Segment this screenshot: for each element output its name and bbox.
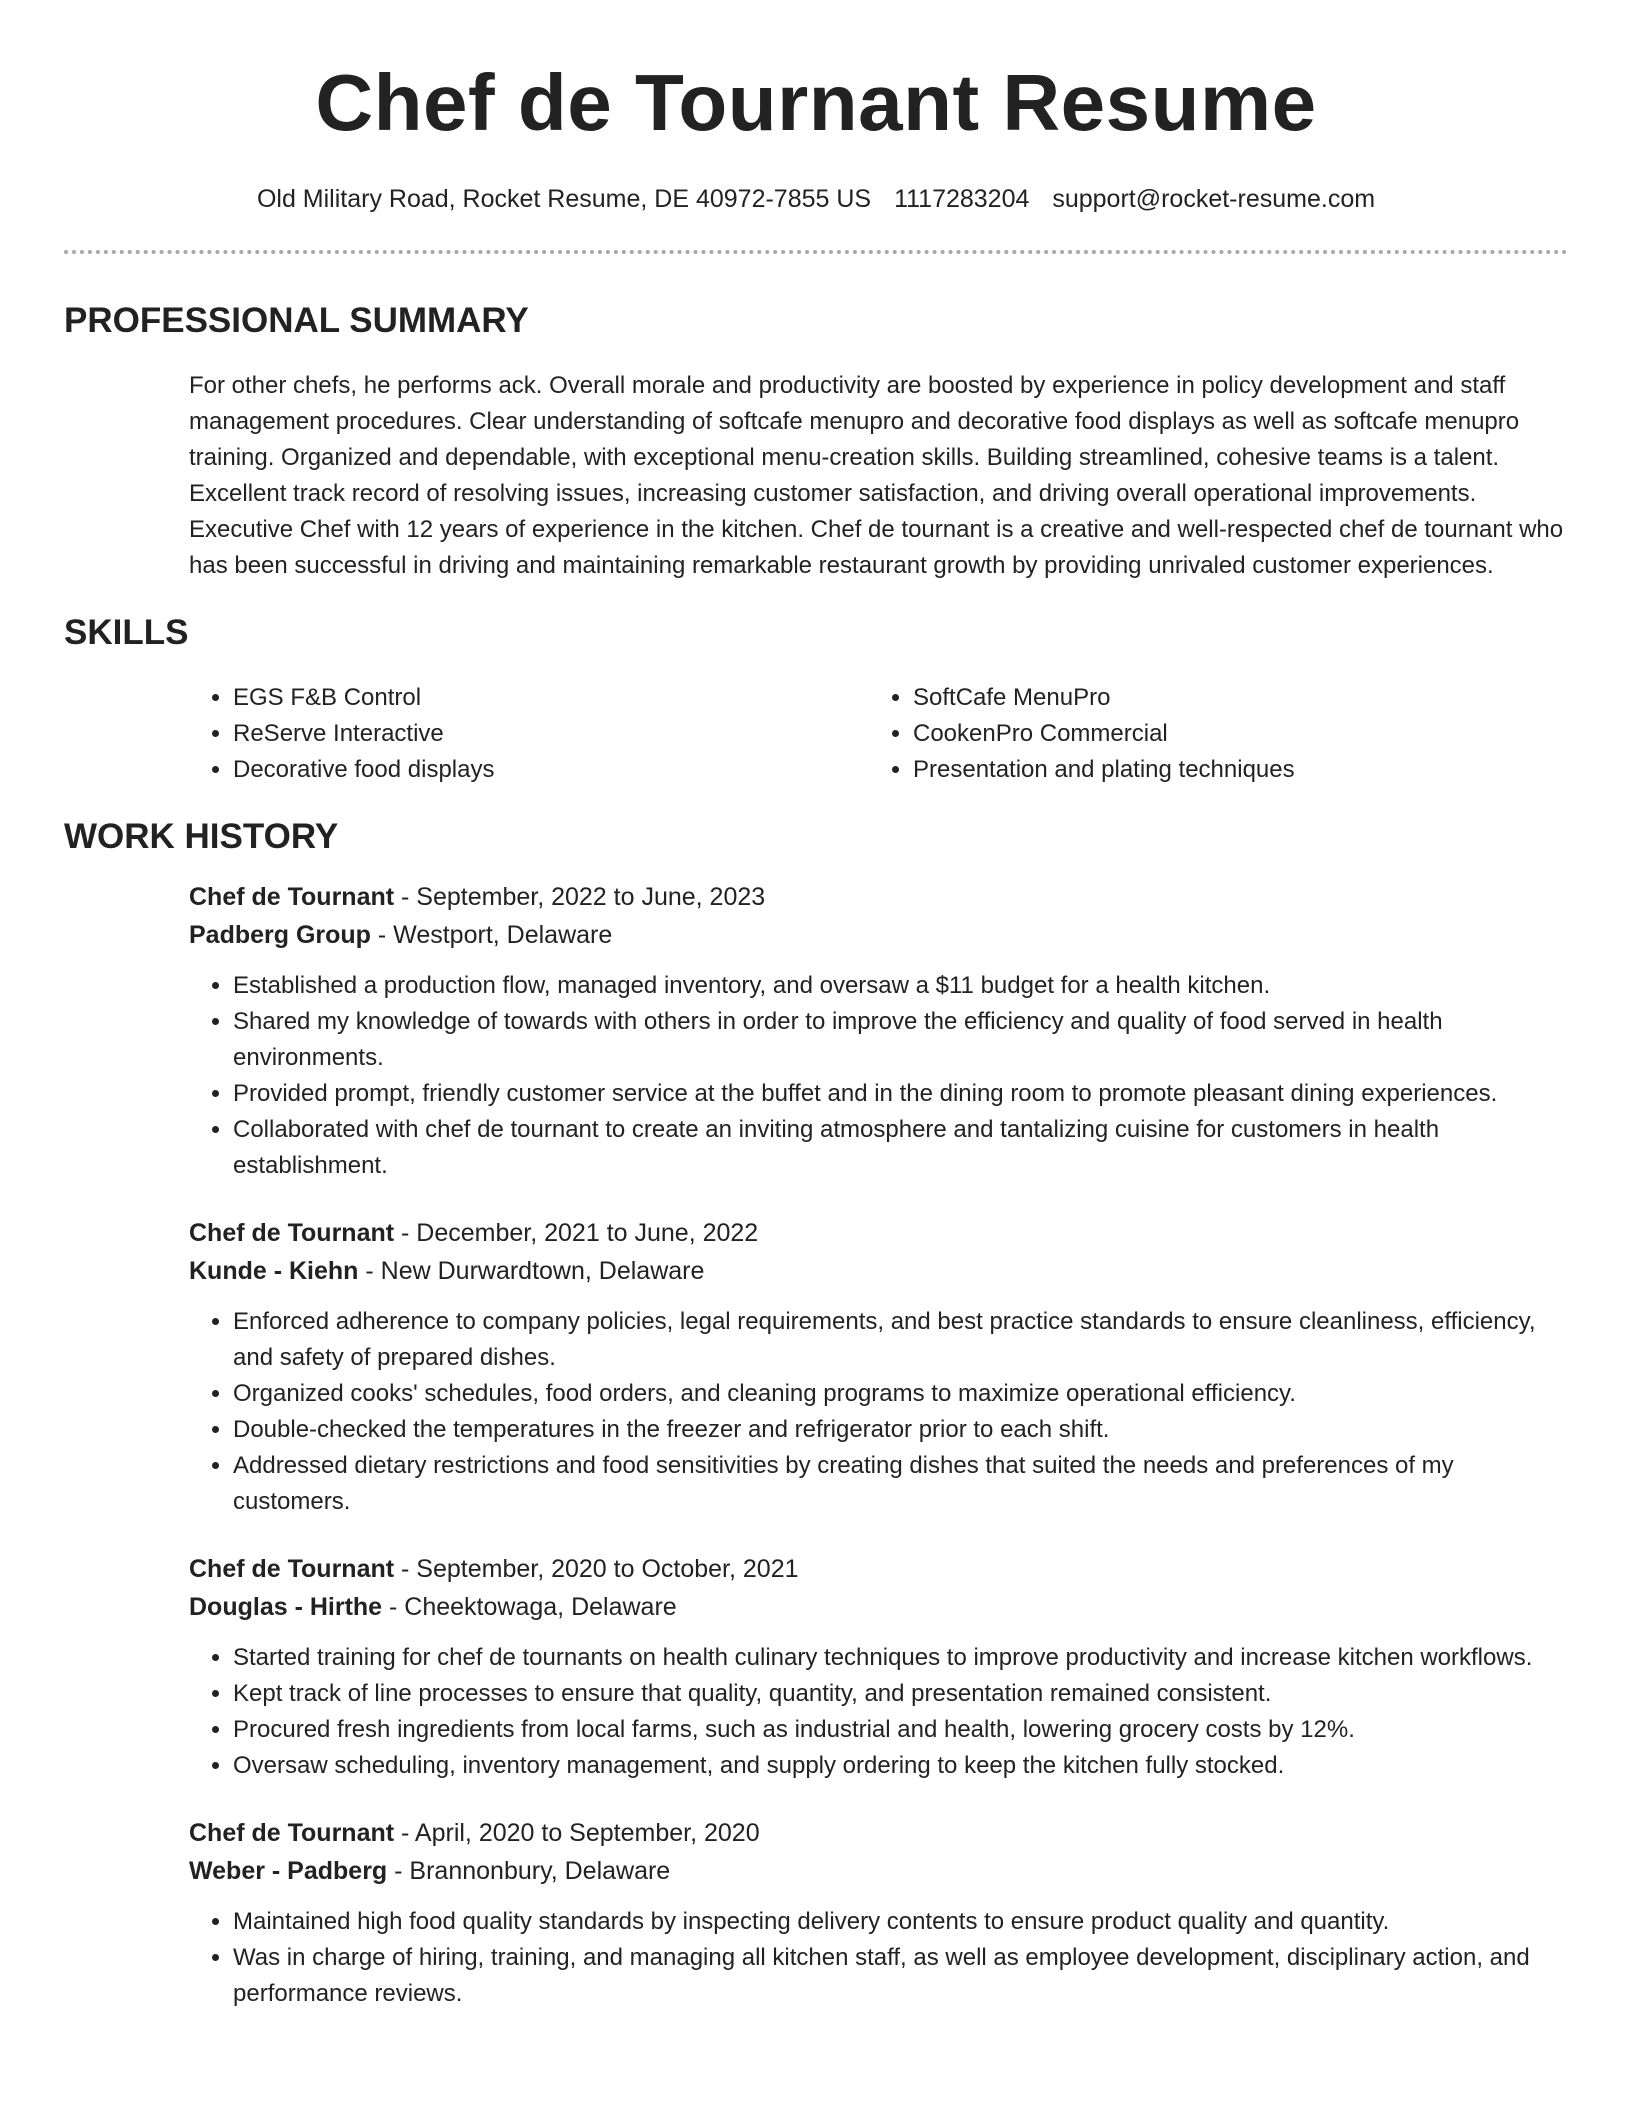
job-bullet: • Was in charge of hiring, training, and managing all kitchen staff, as well as employee development, disciplinary action, and performance reviews. <box>233 1940 1568 2012</box>
job-title-line <box>189 1214 1568 1252</box>
job-title-line <box>189 1550 1568 1588</box>
job-bullet: • Maintained high food quality standards by inspecting delivery contents to ensure product quality and quantity. <box>233 1904 1568 1940</box>
job-role: Chef de Tournant <box>189 1819 395 1847</box>
job-role: Chef de Tournant <box>189 1555 395 1583</box>
contact-line <box>0 185 1632 214</box>
skill-item: • Decorative food displays <box>233 752 869 788</box>
job-dates: - September, 2020 to October, 2021 <box>394 1555 799 1583</box>
job-entry <box>189 1814 1568 2012</box>
job-company-line <box>189 916 1568 954</box>
job-bullet: • Organized cooks' schedules, food orders, and cleaning programs to maximize operational efficiency. <box>233 1376 1568 1412</box>
job-location: - Cheektowaga, Delaware <box>382 1593 677 1621</box>
job-bullet: • Double-checked the temperatures in the freezer and refrigerator prior to each shift. <box>233 1412 1568 1448</box>
job-entry <box>189 1214 1568 1520</box>
job-bullets <box>189 1904 1568 2012</box>
summary-text: For other chefs, he performs ack. Overall morale and productivity are boosted by experience in policy development and staff management procedures. Clear understanding of softcafe menupro and decorative food displays as well as softcafe menupro training. Organized and dependable, with exceptional menu-creation skills. Building streamlined, cohesive teams is a talent. Excellent track record of resolving issues, increasing customer satisfaction, and driving overall operational improvements. Executive Chef with 12 years of experience in the kitchen. Chef de tournant is a creative and well-respected chef de tournant who has been successful in driving and maintaining remarkable restaurant growth by providing unrivaled customer experiences. <box>189 372 1564 579</box>
job-bullets <box>189 1640 1568 1784</box>
job-company: Padberg Group <box>189 921 371 949</box>
contact-address: Old Military Road, Rocket Resume, DE 40972-7855 US <box>256 185 872 213</box>
job-entry <box>189 878 1568 1184</box>
job-location: - Westport, Delaware <box>370 921 613 949</box>
section-title-skills: SKILLS <box>64 613 189 652</box>
job-bullet: • Kept track of line processes to ensure that quality, quantity, and presentation remained consistent. <box>233 1676 1568 1712</box>
job-bullets <box>189 1304 1568 1520</box>
job-bullet: • Enforced adherence to company policies, legal requirements, and best practice standards to ensure cleanliness, efficiency, and safety of prepared dishes. <box>233 1304 1568 1376</box>
job-location: - Brannonbury, Delaware <box>387 1857 671 1885</box>
skill-item: • CookenPro Commercial <box>913 716 1568 752</box>
section-title-work-history: WORK HISTORY <box>64 817 339 856</box>
resume-title: Chef de Tournant Resume <box>315 58 1317 147</box>
skill-item: • Presentation and plating techniques <box>913 752 1568 788</box>
job-company-line <box>189 1252 1568 1290</box>
job-bullet: • Collaborated with chef de tournant to create an inviting atmosphere and tantalizing cuisine for customers in health establishment. <box>233 1112 1568 1184</box>
header-divider <box>64 250 1568 254</box>
contact-email: support@rocket-resume.com <box>1052 185 1376 213</box>
skill-item: • SoftCafe MenuPro <box>913 680 1568 716</box>
job-role: Chef de Tournant <box>189 1219 395 1247</box>
job-title-line <box>189 878 1568 916</box>
job-bullets <box>189 968 1568 1184</box>
job-location: - New Durwardtown, Delaware <box>358 1257 705 1285</box>
skills-column-right <box>869 680 1568 788</box>
job-dates: - September, 2022 to June, 2023 <box>394 883 766 911</box>
job-bullet: • Addressed dietary restrictions and food sensitivities by creating dishes that suited the needs and preferences of my customers. <box>233 1448 1568 1520</box>
job-company-line <box>189 1852 1568 1890</box>
job-company: Weber - Padberg <box>189 1857 388 1885</box>
job-role: Chef de Tournant <box>189 883 395 911</box>
contact-phone: 1117283204 <box>894 185 1030 213</box>
job-company-line <box>189 1588 1568 1626</box>
job-bullet: • Started training for chef de tournants on health culinary techniques to improve productivity and increase kitchen workflows. <box>233 1640 1568 1676</box>
job-bullet: • Oversaw scheduling, inventory management, and supply ordering to keep the kitchen fully stocked. <box>233 1748 1568 1784</box>
section-title-summary: PROFESSIONAL SUMMARY <box>64 301 529 340</box>
job-bullet: • Shared my knowledge of towards with others in order to improve the efficiency and quality of food served in health environments. <box>233 1004 1568 1076</box>
skill-item: • ReServe Interactive <box>233 716 869 752</box>
job-dates: - April, 2020 to September, 2020 <box>394 1819 760 1847</box>
skills-list <box>189 680 1568 788</box>
job-dates: - December, 2021 to June, 2022 <box>394 1219 759 1247</box>
job-company: Kunde - Kiehn <box>189 1257 359 1285</box>
job-bullet: • Established a production flow, managed inventory, and oversaw a $11 budget for a health kitchen. <box>233 968 1568 1004</box>
skills-column-left <box>189 680 869 788</box>
job-entry <box>189 1550 1568 1784</box>
job-bullet: • Provided prompt, friendly customer service at the buffet and in the dining room to promote pleasant dining experiences. <box>233 1076 1568 1112</box>
job-company: Douglas - Hirthe <box>189 1593 383 1621</box>
skill-item: • EGS F&B Control <box>233 680 869 716</box>
job-title-line <box>189 1814 1568 1852</box>
job-bullet: • Procured fresh ingredients from local farms, such as industrial and health, lowering grocery costs by 12%. <box>233 1712 1568 1748</box>
